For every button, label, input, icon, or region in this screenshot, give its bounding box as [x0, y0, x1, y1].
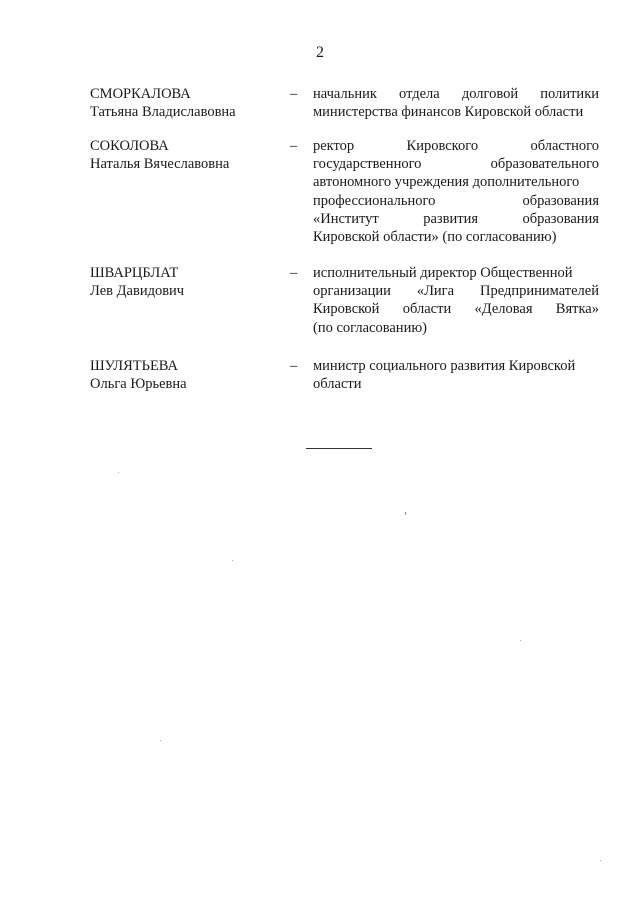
- member-entry-shulyatyeva: [90, 357, 600, 457]
- scan-speck: [160, 740, 161, 741]
- role-line: организации «Лига Предпринимателей: [313, 283, 599, 300]
- role-line: начальник отдела долговой политики: [313, 86, 599, 102]
- member-given-name: Лев Давидович: [90, 283, 185, 299]
- member-given-name: Ольга Юрьевна: [90, 376, 187, 392]
- role-line: автономного учреждения дополнительного: [313, 174, 580, 191]
- member-role: [313, 264, 599, 337]
- role-line: министр социального развития Кировской: [313, 358, 576, 374]
- closing-rule: [306, 448, 372, 449]
- member-role: [313, 137, 599, 246]
- role-line: государственного образовательного: [313, 156, 599, 173]
- dash-separator: –: [290, 358, 298, 374]
- dash-separator: –: [290, 138, 298, 154]
- role-line: Кировской области «Деловая Вятка»: [313, 301, 599, 318]
- dash-separator: –: [290, 265, 298, 281]
- page-number: 2: [316, 44, 324, 61]
- member-surname: СОКОЛОВА: [90, 138, 169, 154]
- role-line: области: [313, 376, 362, 393]
- role-line: (по согласованию): [313, 319, 427, 336]
- role-line: исполнительный директор Общественной: [313, 265, 573, 281]
- member-role: [313, 357, 599, 393]
- role-line: министерства финансов Кировской области: [313, 104, 584, 121]
- scan-speck: [600, 860, 601, 861]
- member-entry-sokolova: [90, 137, 600, 257]
- scan-speck: [232, 560, 233, 561]
- member-given-name: Наталья Вячеславовна: [90, 156, 230, 172]
- member-surname: ШУЛЯТЬЕВА: [90, 358, 179, 374]
- member-surname: ШВАРЦБЛАТ: [90, 265, 179, 281]
- role-line: Кировской области» (по согласованию): [313, 229, 557, 246]
- member-name: [90, 137, 290, 173]
- scan-speck: [520, 640, 521, 641]
- member-name: [90, 264, 290, 300]
- member-name: [90, 85, 290, 121]
- scan-speck: [118, 472, 119, 473]
- member-given-name: Татьяна Владиславовна: [90, 104, 236, 120]
- role-line: профессионального образования: [313, 192, 599, 209]
- member-surname: СМОРКАЛОВА: [90, 86, 191, 102]
- member-entry-shvartsblat: [90, 264, 600, 364]
- role-line: «Институт развития образования: [313, 210, 599, 227]
- role-line: ректор Кировского областного: [313, 138, 599, 154]
- dash-separator: –: [290, 86, 298, 102]
- member-name: [90, 357, 290, 393]
- scan-speck: [405, 512, 406, 515]
- member-role: [313, 85, 599, 121]
